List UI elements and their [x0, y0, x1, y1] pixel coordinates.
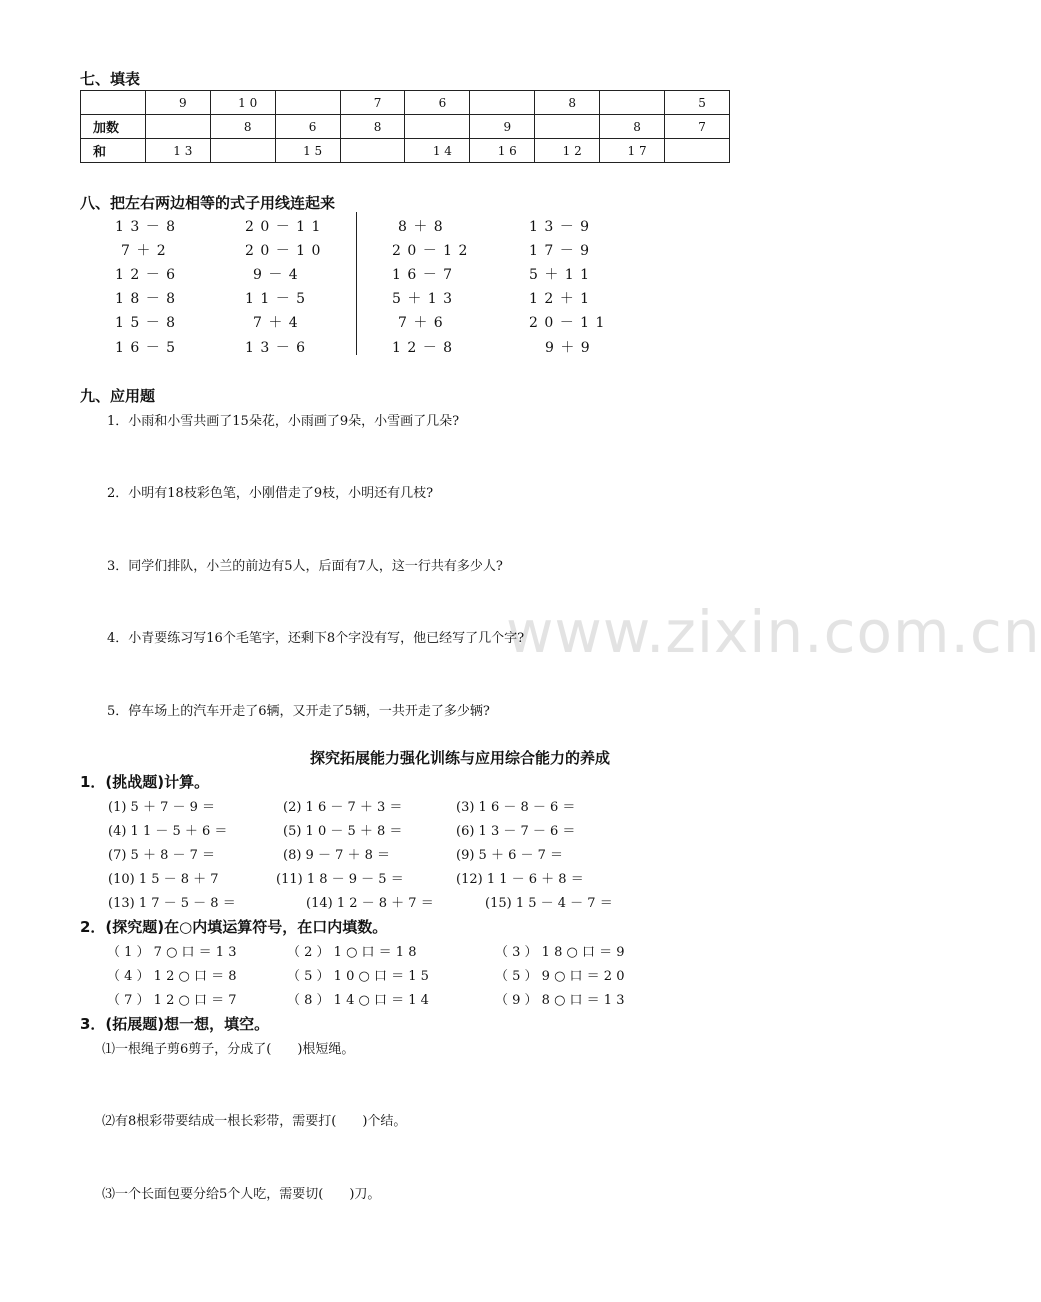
blank-question: ⑴一根绳子剪6剪子，分成了( )根短绳。 — [102, 1042, 355, 1057]
expr-left-2: 2 0 － 1 1 — [245, 219, 322, 235]
table-row — [81, 115, 730, 139]
table-cell: 8 — [535, 91, 600, 115]
expr-left-1: 1 8 － 8 — [115, 291, 177, 307]
calc-item: (13) 1 7 － 5 － 8 ＝ — [108, 896, 236, 911]
calc-item: (1) 5 ＋ 7 － 9 ＝ — [108, 800, 216, 815]
expr-right-1: 7 ＋ 6 — [398, 315, 444, 331]
expr-right-1: 1 6 － 7 — [392, 267, 454, 283]
expr-right-1: 8 ＋ 8 — [398, 219, 444, 235]
expr-right-2: 1 2 ＋ 1 — [529, 291, 591, 307]
q3-title: 3．(拓展题)想一想，填空。 — [80, 1015, 270, 1033]
q2-title: 2．(探究题)在○内填运算符号，在口内填数。 — [80, 918, 388, 936]
expr-right-2: 5 ＋ 1 1 — [529, 267, 591, 283]
table-cell: 8 — [600, 115, 665, 139]
table-cell: 5 — [665, 91, 730, 115]
calc-item: (10) 1 5 － 8 ＋ 7 — [108, 872, 219, 887]
table-cell: 1 4 — [405, 139, 470, 163]
table-cell — [145, 115, 210, 139]
expr-right-2: 1 3 － 9 — [529, 219, 591, 235]
watermark: www.zixin.com.cn — [506, 598, 1041, 666]
expr-right-2: 9 ＋ 9 — [545, 340, 591, 356]
expr-left-1: 1 5 － 8 — [115, 315, 177, 331]
expr-left-1: 1 2 － 6 — [115, 267, 177, 283]
section8-title: 八、把左右两边相等的式子用线连起来 — [80, 194, 336, 212]
table-cell: 1 6 — [470, 139, 535, 163]
calc-item: (14) 1 2 － 8 ＋ 7 ＝ — [306, 896, 434, 911]
table-cell: 1 0 — [210, 91, 275, 115]
table-cell: 9 — [470, 115, 535, 139]
table-cell — [600, 91, 665, 115]
table-cell: 1 2 — [535, 139, 600, 163]
expr-left-2: 7 ＋ 4 — [253, 315, 299, 331]
table-cell — [405, 115, 470, 139]
table-row — [81, 139, 730, 163]
fill-item: （ 5 ） 1 0 ○ 口 ＝ 1 5 — [287, 969, 429, 984]
fill-item: （ 2 ） 1 ○ 口 ＝ 1 8 — [287, 945, 417, 960]
row-header-sum: 和 — [81, 139, 146, 163]
table-cell — [340, 139, 405, 163]
calc-item: (12) 1 1 － 6 ＋ 8 ＝ — [456, 872, 584, 887]
fill-item: （ 7 ） 1 2 ○ 口 ＝ 7 — [107, 993, 237, 1008]
calc-item: (6) 1 3 － 7 － 6 ＝ — [456, 824, 576, 839]
fill-item: （ 1 ） 7 ○ 口 ＝ 1 3 — [107, 945, 237, 960]
table-cell: 1 3 — [145, 139, 210, 163]
table-cell: 1 7 — [600, 139, 665, 163]
blank-question: ⑵有8根彩带要结成一根长彩带，需要打( )个结。 — [102, 1114, 407, 1129]
table-cell: 8 — [210, 115, 275, 139]
fill-item: （ 5 ） 9 ○ 口 ＝ 2 0 — [495, 969, 625, 984]
calc-item: (15) 1 5 － 4 － 7 ＝ — [485, 896, 613, 911]
table-row — [81, 91, 730, 115]
expr-right-1: 5 ＋ 1 3 — [392, 291, 454, 307]
section7-title: 七、填表 — [80, 70, 141, 88]
table-cell: 6 — [275, 115, 340, 139]
calc-item: (9) 5 ＋ 6 － 7 ＝ — [456, 848, 564, 863]
table-cell: 7 — [665, 115, 730, 139]
expr-left-2: 2 0 － 1 0 — [245, 243, 322, 259]
calc-item: (5) 1 0 － 5 ＋ 8 ＝ — [283, 824, 403, 839]
expr-left-1: 1 3 － 8 — [115, 219, 177, 235]
table-cell: 6 — [405, 91, 470, 115]
calc-item: (8) 9 － 7 ＋ 8 ＝ — [283, 848, 391, 863]
word-problem: 3．同学们排队，小兰的前边有5人，后面有7人，这一行共有多少人? — [107, 559, 503, 574]
fill-item: （ 3 ） 1 8 ○ 口 ＝ 9 — [495, 945, 625, 960]
word-problem: 4．小青要练习写16个毛笔字，还剩下8个字没有写，他已经写了几个字? — [107, 631, 525, 646]
table-cell: 7 — [340, 91, 405, 115]
word-problem: 5．停车场上的汽车开走了6辆，又开走了5辆，一共开走了多少辆? — [107, 704, 490, 719]
fill-item: （ 4 ） 1 2 ○ 口 ＝ 8 — [107, 969, 237, 984]
expr-left-2: 9 － 4 — [253, 267, 299, 283]
table-cell: 9 — [145, 91, 210, 115]
row-header-addend: 加数 — [81, 115, 146, 139]
divider-line — [356, 212, 357, 355]
fill-item: （ 9 ） 8 ○ 口 ＝ 1 3 — [495, 993, 625, 1008]
calc-item: (2) 1 6 － 7 ＋ 3 ＝ — [283, 800, 403, 815]
expr-right-2: 1 7 － 9 — [529, 243, 591, 259]
part2-title: 探究拓展能力强化训练与应用综合能力的养成 — [309, 749, 610, 767]
calc-item: (3) 1 6 － 8 － 6 ＝ — [456, 800, 576, 815]
expr-left-1: 1 6 － 5 — [115, 340, 177, 356]
word-problem: 2．小明有18枝彩色笔，小刚借走了9枝，小明还有几枝? — [107, 486, 434, 501]
table-cell — [275, 91, 340, 115]
calc-item: (4) 1 1 － 5 ＋ 6 ＝ — [108, 824, 228, 839]
table-cell — [535, 115, 600, 139]
expr-right-1: 2 0 － 1 2 — [392, 243, 469, 259]
fill-item: （ 8 ） 1 4 ○ 口 ＝ 1 4 — [287, 993, 429, 1008]
expr-left-2: 1 1 － 5 — [245, 291, 307, 307]
fill-table — [80, 90, 730, 163]
table-cell: 8 — [340, 115, 405, 139]
table-cell — [81, 91, 146, 115]
q1-title: 1．(挑战题)计算。 — [80, 773, 210, 791]
table-cell — [210, 139, 275, 163]
blank-question: ⑶一个长面包要分给5个人吃，需要切( )刀。 — [102, 1187, 381, 1202]
calc-item: (11) 1 8 － 9 － 5 ＝ — [276, 872, 404, 887]
section9-title: 九、应用题 — [80, 387, 156, 405]
expr-left-1: 7 ＋ 2 — [121, 243, 167, 259]
expr-right-1: 1 2 － 8 — [392, 340, 454, 356]
calc-item: (7) 5 ＋ 8 － 7 ＝ — [108, 848, 216, 863]
word-problem: 1．小雨和小雪共画了15朵花，小雨画了9朵，小雪画了几朵? — [107, 414, 460, 429]
table-cell — [665, 139, 730, 163]
expr-right-2: 2 0 － 1 1 — [529, 315, 606, 331]
table-cell — [470, 91, 535, 115]
table-cell: 1 5 — [275, 139, 340, 163]
expr-left-2: 1 3 － 6 — [245, 340, 307, 356]
